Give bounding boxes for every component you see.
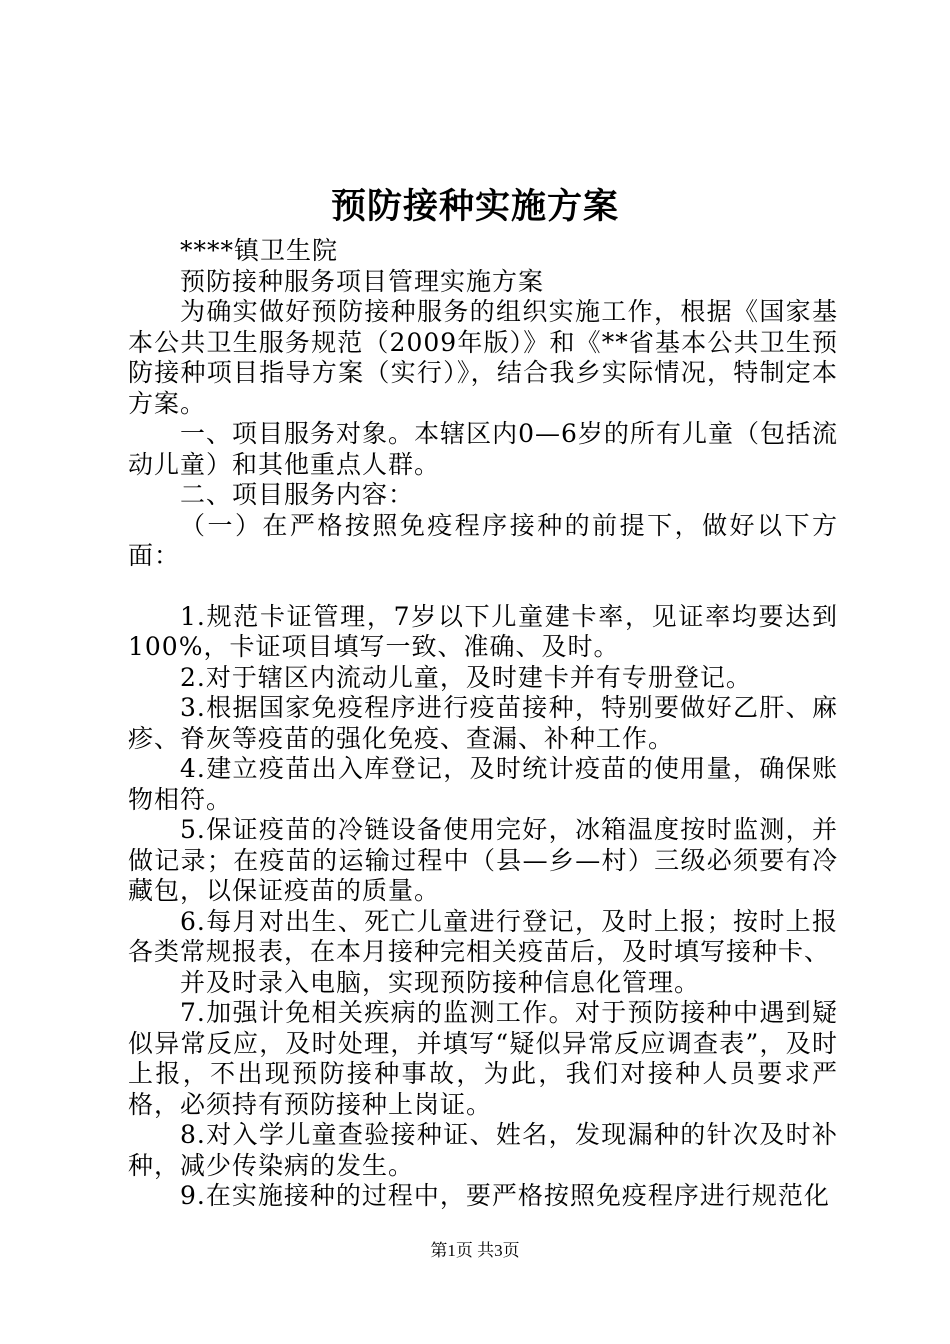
paragraph-issuer: ****镇卫生院 bbox=[180, 236, 339, 265]
paragraph-item-6: 6.每月对出生、死亡儿童进行登记，及时上报；按时上报各类常规报表，在本月接种完相关疫苗后，及时填写接种卡、 bbox=[128, 906, 838, 966]
paragraph-item-1: 1.规范卡证管理，7岁以下儿童建卡率，见证率均要达到100%，卡证项目填写一致、准确、及时。 bbox=[128, 601, 838, 661]
paragraph-section-1: 一、项目服务对象。本辖区内0—6岁的所有儿童（包括流动儿童）和其他重点人群。 bbox=[128, 419, 838, 479]
paragraph-item-3: 3.根据国家免疫程序进行疫苗接种，特别要做好乙肝、麻疹、脊灰等疫苗的强化免疫、查漏、补种工作。 bbox=[128, 693, 838, 753]
page-footer: 第1页 共3页 bbox=[430, 1241, 520, 1260]
paragraph-section-2: 二、项目服务内容： bbox=[180, 480, 415, 509]
paragraph-item-6-continued: 并及时录入电脑，实现预防接种信息化管理。 bbox=[180, 967, 701, 997]
paragraph-item-2: 2.对于辖区内流动儿童，及时建卡并有专册登记。 bbox=[180, 662, 752, 692]
paragraph-item-4: 4.建立疫苗出入库登记，及时统计疫苗的使用量，确保账物相符。 bbox=[128, 754, 838, 814]
paragraph-item-9: 9.在实施接种的过程中，要严格按照免疫程序进行规范化 bbox=[180, 1181, 830, 1210]
paragraph-subtitle: 预防接种服务项目管理实施方案 bbox=[180, 266, 545, 296]
paragraph-item-7: 7.加强计免相关疾病的监测工作。对于预防接种中遇到疑似异常反应，及时处理，并填写“疑似异常反应调查表”，及时上报，不出现预防接种事故，为此，我们对接种人员要求严格，必须持有预防接种上岗证。 bbox=[128, 998, 838, 1119]
paragraph-intro: 为确实做好预防接种服务的组织实施工作，根据《国家基本公共卫生服务规范（2009年版）》和《**省基本公共卫生预防接种项目指导方案（实行）》，结合我乡实际情况，特制定本方案。 bbox=[128, 297, 838, 418]
paragraph-subsection-1: （一）在严格按照免疫程序接种的前提下，做好以下方面： bbox=[128, 510, 838, 570]
paragraph-item-5: 5.保证疫苗的冷链设备使用完好，冰箱温度按时监测，并做记录；在疫苗的运输过程中（县—乡—村）三级必须要有冷藏包，以保证疫苗的质量。 bbox=[128, 815, 838, 905]
document-title: 预防接种实施方案 bbox=[330, 186, 619, 227]
document-body bbox=[128, 236, 838, 1212]
paragraph-item-8: 8.对入学儿童查验接种证、姓名，发现漏种的针次及时补种，减少传染病的发生。 bbox=[128, 1120, 838, 1180]
